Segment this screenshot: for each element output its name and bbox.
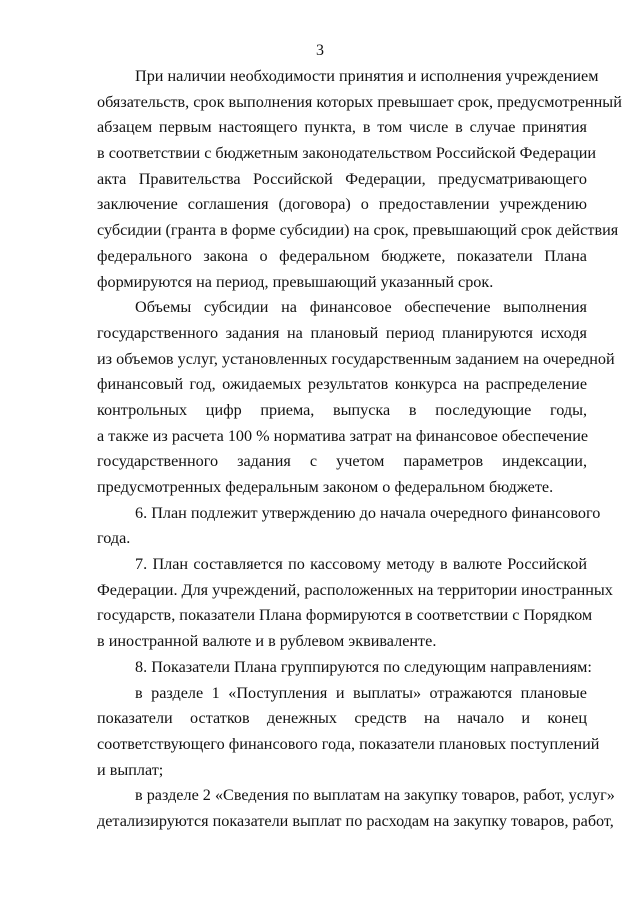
text-line: 8. Показатели Плана группируются по следующим направлениям: [135,657,592,676]
text-line: акта Правительства Российской Федерации, предусматривающего [97,169,587,188]
text-line: субсидии (гранта в форме субсидии) на срок, превышающий срок действия [97,221,619,240]
text-line: из объемов услуг, установленных государственным заданием на очередной [97,349,615,368]
text-line: в иностранной валюте и в рублевом эквиваленте. [97,632,437,651]
text-line: финансовый год, ожидаемых результатов конкурса на распределение [97,375,587,394]
text-line: в разделе 1 «Поступления и выплаты» отражаются плановые [135,683,587,702]
text-line: абзацем первым настоящего пункта, в том числе в случае принятия [97,118,587,137]
text-line: обязательств, срок выполнения которых превышает срок, предусмотренный [97,92,622,111]
text-line: федерального закона о федеральном бюджете, показатели Плана [97,246,587,265]
text-line: 6. План подлежит утверждению до начала очередного финансового [135,503,601,522]
text-line: При наличии необходимости принятия и исполнения учреждением [135,67,599,85]
text-line: показатели остатков денежных средств на начало и конец [97,709,587,728]
text-line: а также из расчета 100 % норматива затрат на финансовое обеспечение [97,426,589,445]
text-line: в соответствии с бюджетным законодательством Российской Федерации [97,144,597,163]
text-line: 7. План составляется по кассовому методу в валюте Российской [135,555,587,574]
text-line: предусмотренных федеральным законом о федеральном бюджете. [97,478,554,496]
text-line: и выплат; [97,760,164,779]
text-line: заключение соглашения (договора) о предоставлении учреждению [97,195,587,214]
text-line: государств, показатели Плана формируются в соответствии с Порядком [97,606,593,625]
text-line: детализируются показатели выплат по расходам на закупку товаров, работ, [97,811,614,830]
text-line: формируются на период, превышающий указанный срок. [97,272,494,291]
text-line: контрольных цифр приема, выпуска в последующие годы, [97,400,587,419]
text-line: государственного задания на плановый период планируются исходя [97,323,587,342]
page-number: 3 [316,42,324,59]
document-body [97,64,622,835]
text-line: в разделе 2 «Сведения по выплатам на закупку товаров, работ, услуг» [135,786,615,805]
text-line: Объемы субсидии на финансовое обеспечение выполнения [135,298,587,317]
text-line: государственного задания с учетом параметров индексации, [97,452,587,471]
text-line: Федерации. Для учреждений, расположенных на территории иностранных [97,580,613,599]
text-line: года. [97,529,131,548]
text-line: соответствующего финансового года, показатели плановых поступлений [97,734,600,753]
